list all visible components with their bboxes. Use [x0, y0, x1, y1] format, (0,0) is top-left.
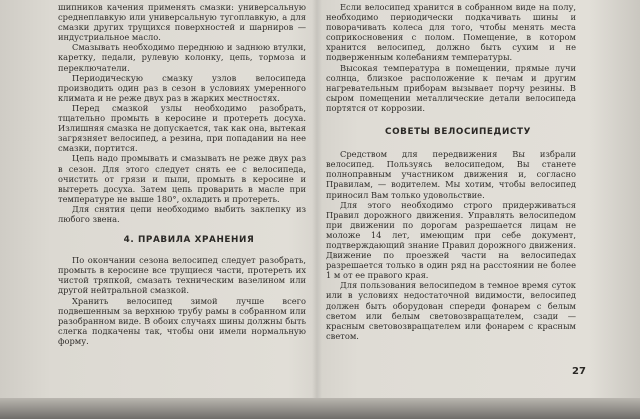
right-section-heading: СОВЕТЫ ВЕЛОСИПЕДИСТУ: [385, 127, 531, 138]
right-column: [326, 2, 576, 341]
page-number: 27: [572, 366, 586, 377]
left-paragraph: Хранить велосипед зимой лучше всего подвешенным за верхнюю трубу рамы в собранном или разобранном виде. В обоих случаях шины должны быть слегка подкачены так, чтобы они имели нормальную форму.: [58, 295, 306, 346]
right-paragraph: Для пользования велосипедом в темное время суток или в условиях недостаточной видимости, велосипед должен быть оборудован спереди фонарем с белым светом или белым световозвращателем, сзади — красным световозвращателем или фонарем с красным светом.: [326, 280, 576, 341]
right-paragraph: Средством для передвижения Вы избрали велосипед. Пользуясь велосипедом, Вы станете полноправным участником движения и, согласно Правилам, — водителем. Мы хотим, чтобы велосипед приносил Вам только удовольствие.: [326, 149, 576, 200]
right-paragraph: Высокая температура в помещении, прямые лучи солнца, близкое расположение к печам и другим нагревательным приборам вызывает порчу резины. В сыром помещении металлические детали велосипеда портятся от коррозии.: [326, 62, 576, 113]
left-paragraph: Периодическую смазку узлов велосипеда производить один раз в сезон в условиях умеренного климата и не реже двух раз в жарких местностях.: [58, 72, 306, 103]
bottom-edge-shadow: [0, 398, 640, 419]
left-paragraph: По окончании сезона велосипед следует разобрать, промыть в керосине все трущиеся части, протереть их чистой тряпкой, смазать техническим вазелином или другой нейтральной смазкой.: [58, 255, 306, 296]
right-paragraph: Для этого необходимо строго придерживаться Правил дорожного движения. Управлять велосипедом при движении по дорогам разрешается лицам не моложе 14 лет, имеющим при себе документ, подтверждающий знание Правил дорожного движения. Движение по проезжей части на велосипедах разрешается только в один ряд на расстоянии не более 1 м от ее правого края.: [326, 199, 576, 281]
left-paragraph: Для снятия цепи необходимо выбить заклепку из любого звена.: [58, 203, 306, 224]
left-paragraph: Перед смазкой узлы необходимо разобрать, тщательно промыть в керосине и протереть досуха. Излишняя смазка не допускается, так как она, вытекая загрязняет велосипед, а резина, при попадании на нее смазки, портится.: [58, 102, 306, 154]
left-paragraph: Цепь надо промывать и смазывать не реже двух раз в сезон. Для этого следует снять ее с велосипеда, очистить от грязи и пыли, промыть в керосине и вытереть досуха. Затем цепь проварить в масле при температуре не выше 180°, охладить и протереть.: [58, 153, 306, 204]
left-section-heading: 4. ПРАВИЛА ХРАНЕНИЯ: [123, 235, 255, 246]
left-paragraph: шипников качения применять смазки: универсальную среднеплавкую или универсальную тугоплавкую, а для смазки других трущихся поверхностей и шарниров — индустриальное масло.: [58, 2, 306, 43]
left-column: [58, 2, 306, 346]
page-fold-shadow: [312, 0, 322, 400]
left-paragraph: Смазывать необходимо переднюю и заднюю втулки, каретку, педали, рулевую колонку, цепь, тормоза и переключатели.: [58, 42, 306, 73]
right-paragraph: Если велосипед хранится в собранном виде на полу, необходимо периодически подкачивать шины и поворачивать колеса для того, чтобы менять места соприкосновения с полом. Помещение, в котором хранится велосипед, должно быть сухим и не подверженным колебаниям температуры.: [326, 2, 576, 63]
